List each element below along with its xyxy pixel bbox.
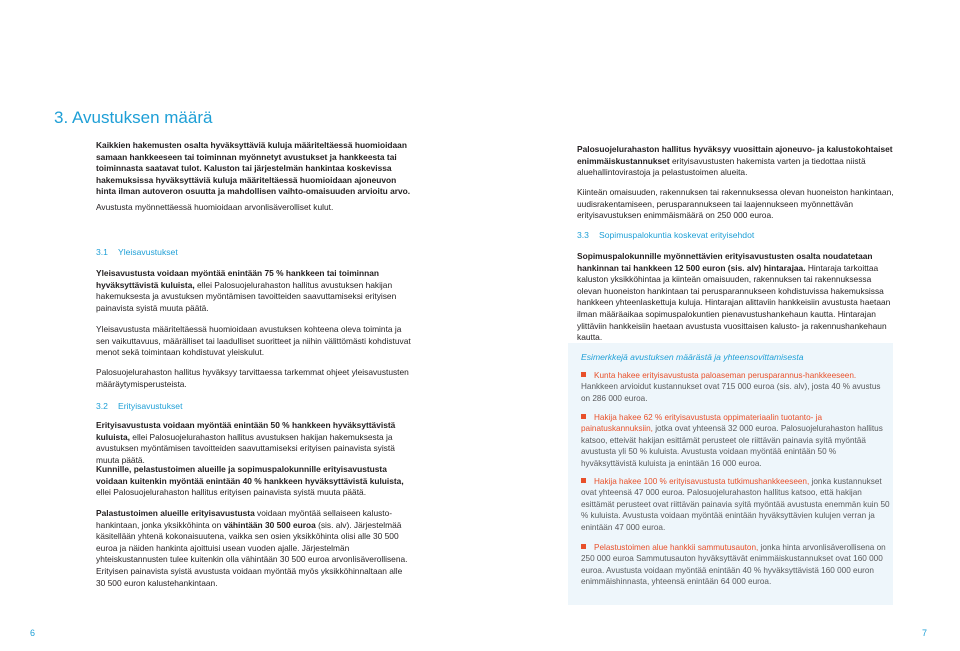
rescue-region-text-2: (sis. alv). Järjestelmää käsitellään yhtenä kokonaisuutena, vaikka sen osien yksikköhinta olisi alle 30 500 euroa ja näiden hankinta ajoittuisi usean vuoden ajalle. Järjestelmän yhteiskustannusten tulee kuitenkin olla vähintään 30 500 euroa arvonlisäverollisena. Erityisen painavista syistä avustusta voidaan myöntää myös yksikköhinnaltaan alle 30 500 euron kalustehankintaan. bbox=[96, 519, 408, 588]
municipal-grant-paragraph bbox=[96, 464, 411, 499]
section-title: Erityisavustukset bbox=[118, 401, 183, 411]
vat-note-text: Avustusta myönnettäessä huomioidaan arvonlisäverolliset kulut. bbox=[96, 202, 334, 212]
general-grant-criteria-text: Yleisavustusta määriteltäessä huomioidaan avustuksen kohteena oleva toiminta ja sen vaikuttavuus, määrälliset tai laadulliset suoritteet ja niihin välittömästi kohdistuvat menot sekä toimintaan kohdistuvat yleiskulut. bbox=[96, 324, 411, 358]
example-item bbox=[581, 412, 891, 469]
page-title: 3. Avustuksen määrä bbox=[54, 108, 213, 127]
examples-box-title: Esimerkkejä avustuksen määrästä ja yhteensovittamisesta bbox=[581, 352, 804, 362]
section-title: Sopimuspalokuntia koskevat erityisehdot bbox=[599, 230, 755, 240]
special-grant-bold: Erityisavustusta voidaan myöntää enintään 50 % hankkeen hyväksyttävistä kuluista, bbox=[96, 420, 396, 442]
bullet-square-icon bbox=[581, 414, 586, 419]
general-grant-bold: Yleisavustusta voidaan myöntää enintään 75 % hankkeen tai toiminnan hyväksyttävistä kuluista, bbox=[96, 268, 379, 290]
property-grant-text: Kiinteän omaisuuden, rakennuksen tai rakennuksessa olevan huoneiston hankintaan, uudisrakentamiseen, perusparannukseen tai laajennukseen myönnettävän erityisavustuksen enimmäismäärä on 250 000 euroa. bbox=[577, 187, 894, 221]
rescue-region-paragraph bbox=[96, 508, 411, 589]
bullet-square-icon bbox=[581, 372, 586, 377]
example-highlight: Pelastustoimen alue hankkii sammutusauton, bbox=[594, 543, 759, 552]
max-costs-bold: Palosuojelurahaston hallitus hyväksyy vuosittain ajoneuvo- ja kalustokohtaiset enimmäiskustannukset bbox=[577, 144, 893, 166]
municipal-grant-rest: ellei Palosuojelurahaston hallitus erityisen painavista syistä muuta päätä. bbox=[96, 487, 367, 498]
board-guidelines bbox=[96, 367, 411, 390]
board-guidelines-text: Palosuojelurahaston hallitus hyväksyy tarvittaessa tarkemmat ohjeet yleisavustusten määräytymisperusteista. bbox=[96, 367, 409, 389]
rescue-region-text-1: voidaan myöntää sellaiseen kalusto-hankintaan, jonka yksikköhinta on bbox=[96, 508, 393, 530]
volunteer-brigade-paragraph bbox=[577, 251, 895, 344]
price-limit-rest: Hintaraja tarkoittaa kaluston yksikköhintaa ja kiinteän omaisuuden, rakennuksen tai rakennuksessa olevan huoneiston hankintaan tai perusparannukseen kohdistuvissa hakemuksissa hankkeen yhteenlaskettuja kuluja. Hintarajan alittaviin hankkeisiin avustusta haetaan ilman määräaikaa sopimuspalokuntien pienavustushankehaun kautta. Hintarajan ylittäviin hankkeisiin haetaan avustusta vuosittaisen kalusto- ja rakennushankehaun kautta. bbox=[577, 262, 891, 343]
property-grant-paragraph bbox=[577, 187, 895, 222]
section-number: 3.2 bbox=[96, 401, 108, 411]
general-grant-rest: ellei Palosuojelurahaston hallitus avustuksen hakijan hakemuksesta ja avustuksen myöntämisen tavoitteiden saavuttamiseksi erityisen painavista syistä muuta päätä. bbox=[96, 279, 397, 313]
special-grant-paragraph bbox=[96, 420, 411, 466]
left-intro-paragraph bbox=[96, 140, 411, 198]
intro-text: Kaikkien hakemusten osalta hyväksyttäviä kuluja määriteltäessä huomioidaan samaan hankkeeseen tai toiminnan myönnetyt avustukset ja hankkeesta tai toiminnasta saatavat tulot. Kaluston tai järjestelmän hankintaa koskevissa hakemuksissa hyväksyttäviä kuluja määriteltäessä huomioidaan ajoneuvon hinta ilman autoveron osuutta ja mahdollisen vaihto-omaisuuden arvioitu arvo. bbox=[96, 140, 411, 197]
special-grant-rest: ellei Palosuojelurahaston hallitus avustuksen hakijan hakemuksesta ja avustuksen myöntämisen tavoitteiden saavuttamiseksi erityisen painavista syistä muuta päätä. bbox=[96, 431, 395, 465]
example-highlight: Kunta hakee erityisavustusta paloaseman perusparannus-hankkeeseen. bbox=[594, 371, 857, 380]
page-number-right: 7 bbox=[922, 628, 928, 638]
general-grant-paragraph bbox=[96, 268, 411, 314]
example-text: jotka ovat yhteensä 32 000 euroa. Palosuojelurahaston hallitus katsoo, etteivät hakijan esittämät perusteet ole riittävän painavia syitä myöntää avustusta yli 50 % kuluista. Avustusta voidaan myöntää enintään 50 % hyväksyttävistä kuluista ja enintään 16 000 euroa. bbox=[581, 424, 883, 468]
right-intro-paragraph bbox=[577, 144, 895, 179]
municipal-grant-bold: Kunnille, pelastustoimen alueille ja sopimuspalokunnille erityisavustusta voidaan kuitenkin myöntää enintään 40 % hankkeen hyväksyttävistä kuluista, bbox=[96, 464, 404, 486]
page-number-left: 6 bbox=[30, 628, 36, 638]
general-grant-criteria bbox=[96, 324, 411, 359]
example-text: Hankkeen arvioidut kustannukset ovat 715 000 euroa (sis. alv), josta 40 % avustus on 286 000 euroa. bbox=[581, 382, 881, 403]
example-highlight: Hakija hakee 100 % erityisavustusta tutkimushankkeeseen, bbox=[594, 477, 810, 486]
section-3-2-heading bbox=[96, 401, 182, 413]
max-costs-rest: erityisavustusten hakemista varten ja tiedottaa niistä aluehallintovirastoja ja pelastustoimen alueita. bbox=[577, 155, 866, 178]
example-highlight: Hakija hakee 62 % erityisavustusta oppimateriaalin tuotanto- ja painatuskannuksiin, bbox=[581, 413, 823, 434]
section-3-1-heading bbox=[96, 247, 178, 259]
example-item bbox=[581, 476, 891, 533]
example-item bbox=[581, 370, 891, 404]
price-limit-bold: Sopimuspalokunnille myönnettävien erityisavustusten osalta noudatetaan hankinnan tai hankkeen 12 500 euron (sis. alv) hintarajaa. bbox=[577, 251, 873, 273]
example-text: jonka kustannukset ovat yhteensä 47 000 euroa. Palosuojelurahaston hallitus katsoo, että hakijan esittämät perusteet ovat riittävän painavia syitä myöntää avustusta enemmän kuin 50 % kuluista. Avustusta voidaan myöntää enintään hyväksyttävien kulujen verran ja enintään 47 000 euroa. bbox=[581, 477, 890, 532]
rescue-region-bold: Palastustoimen alueille erityisavustusta bbox=[96, 508, 255, 518]
bullet-square-icon bbox=[581, 544, 586, 549]
rescue-region-threshold: vähintään 30 500 euroa bbox=[223, 519, 316, 530]
section-number: 3.3 bbox=[577, 230, 589, 240]
section-3-3-heading bbox=[577, 230, 754, 242]
example-item bbox=[581, 542, 891, 588]
section-number: 3.1 bbox=[96, 247, 108, 257]
example-text: jonka hinta arvonlisäverollisena on 250 000 euroa Sammutusauton hyväksyttävät enimmäiskustannukset ovat 160 000 euroa. Avustusta voidaan myöntää enintään 40 % hyväksyttävistä 160 000 euron enimmäishinnasta, yhteensä enintään 64 000 euroa. bbox=[581, 543, 886, 587]
vat-note bbox=[96, 202, 411, 214]
bullet-square-icon bbox=[581, 478, 586, 483]
section-title: Yleisavustukset bbox=[118, 247, 178, 257]
